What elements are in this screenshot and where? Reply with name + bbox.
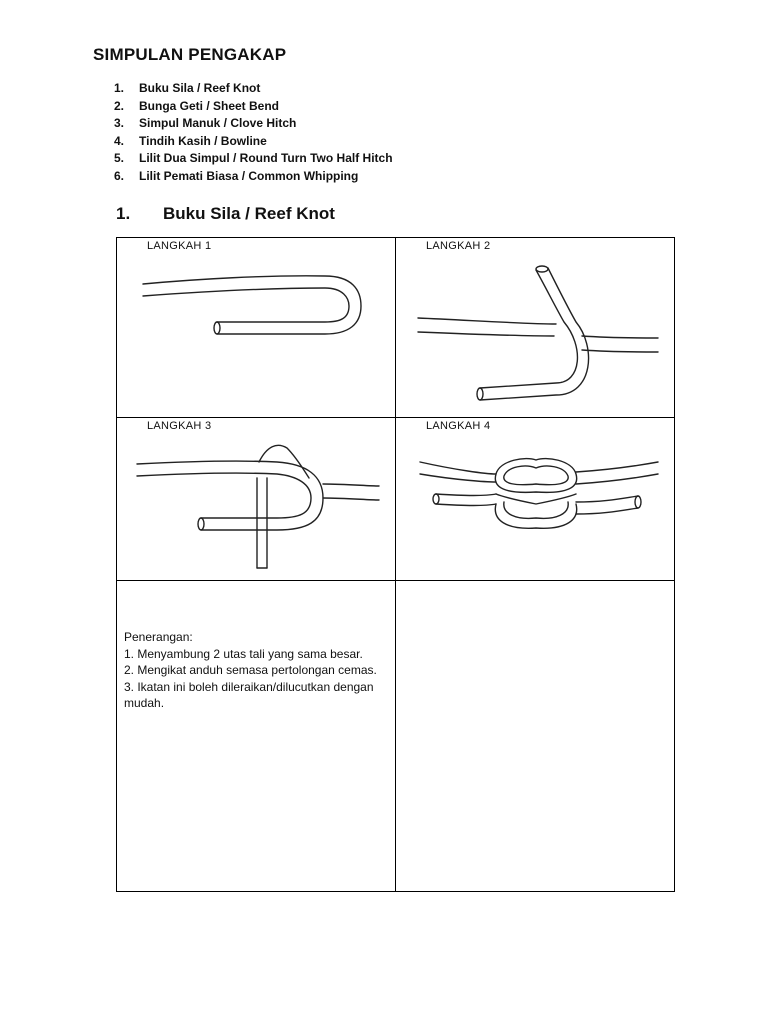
list-item: 1. Buku Sila / Reef Knot bbox=[114, 81, 261, 95]
list-item: 6. Lilit Pemati Biasa / Common Whipping bbox=[114, 168, 359, 183]
list-item: 5. Lilit Dua Simpul / Round Turn Two Half Hitch bbox=[114, 151, 393, 166]
note-item: 2. Mengikat anduh semasa pertolongan cemas. bbox=[124, 663, 377, 677]
list-item: 2. Bunga Geti / Sheet Bend bbox=[114, 98, 280, 113]
step-3-illustration bbox=[117, 418, 395, 580]
notes-cell bbox=[117, 581, 396, 891]
page-title: SIMPULAN PENGAKAP bbox=[93, 45, 287, 64]
knot-list bbox=[114, 80, 393, 186]
list-item: 3. Simpul Manuk / Clove Hitch bbox=[114, 116, 297, 131]
note-item: 1. Menyambung 2 utas tali yang sama besar. bbox=[124, 646, 363, 661]
step-4-illustration bbox=[396, 418, 673, 580]
step-4-label: LANGKAH 4 bbox=[426, 420, 491, 432]
step-1-illustration bbox=[117, 238, 395, 417]
step-1-label: LANGKAH 1 bbox=[147, 240, 212, 252]
step-3-cell bbox=[117, 418, 396, 581]
step-2-illustration bbox=[396, 238, 673, 417]
notes bbox=[124, 629, 386, 712]
step-1-cell bbox=[117, 238, 396, 418]
note-item: 3. Ikatan ini boleh dileraikan/dilucutkan dengan mudah. bbox=[124, 679, 374, 710]
step-2-label: LANGKAH 2 bbox=[426, 240, 491, 252]
notes-heading: Penerangan: bbox=[124, 630, 193, 644]
step-3-label: LANGKAH 3 bbox=[147, 420, 212, 432]
empty-cell bbox=[396, 581, 674, 891]
step-4-cell bbox=[396, 418, 674, 581]
list-item: 4. Tindih Kasih / Bowline bbox=[114, 133, 267, 148]
section-heading: 1. Buku Sila / Reef Knot bbox=[116, 204, 335, 223]
steps-table bbox=[116, 237, 675, 892]
step-2-cell bbox=[396, 238, 674, 418]
